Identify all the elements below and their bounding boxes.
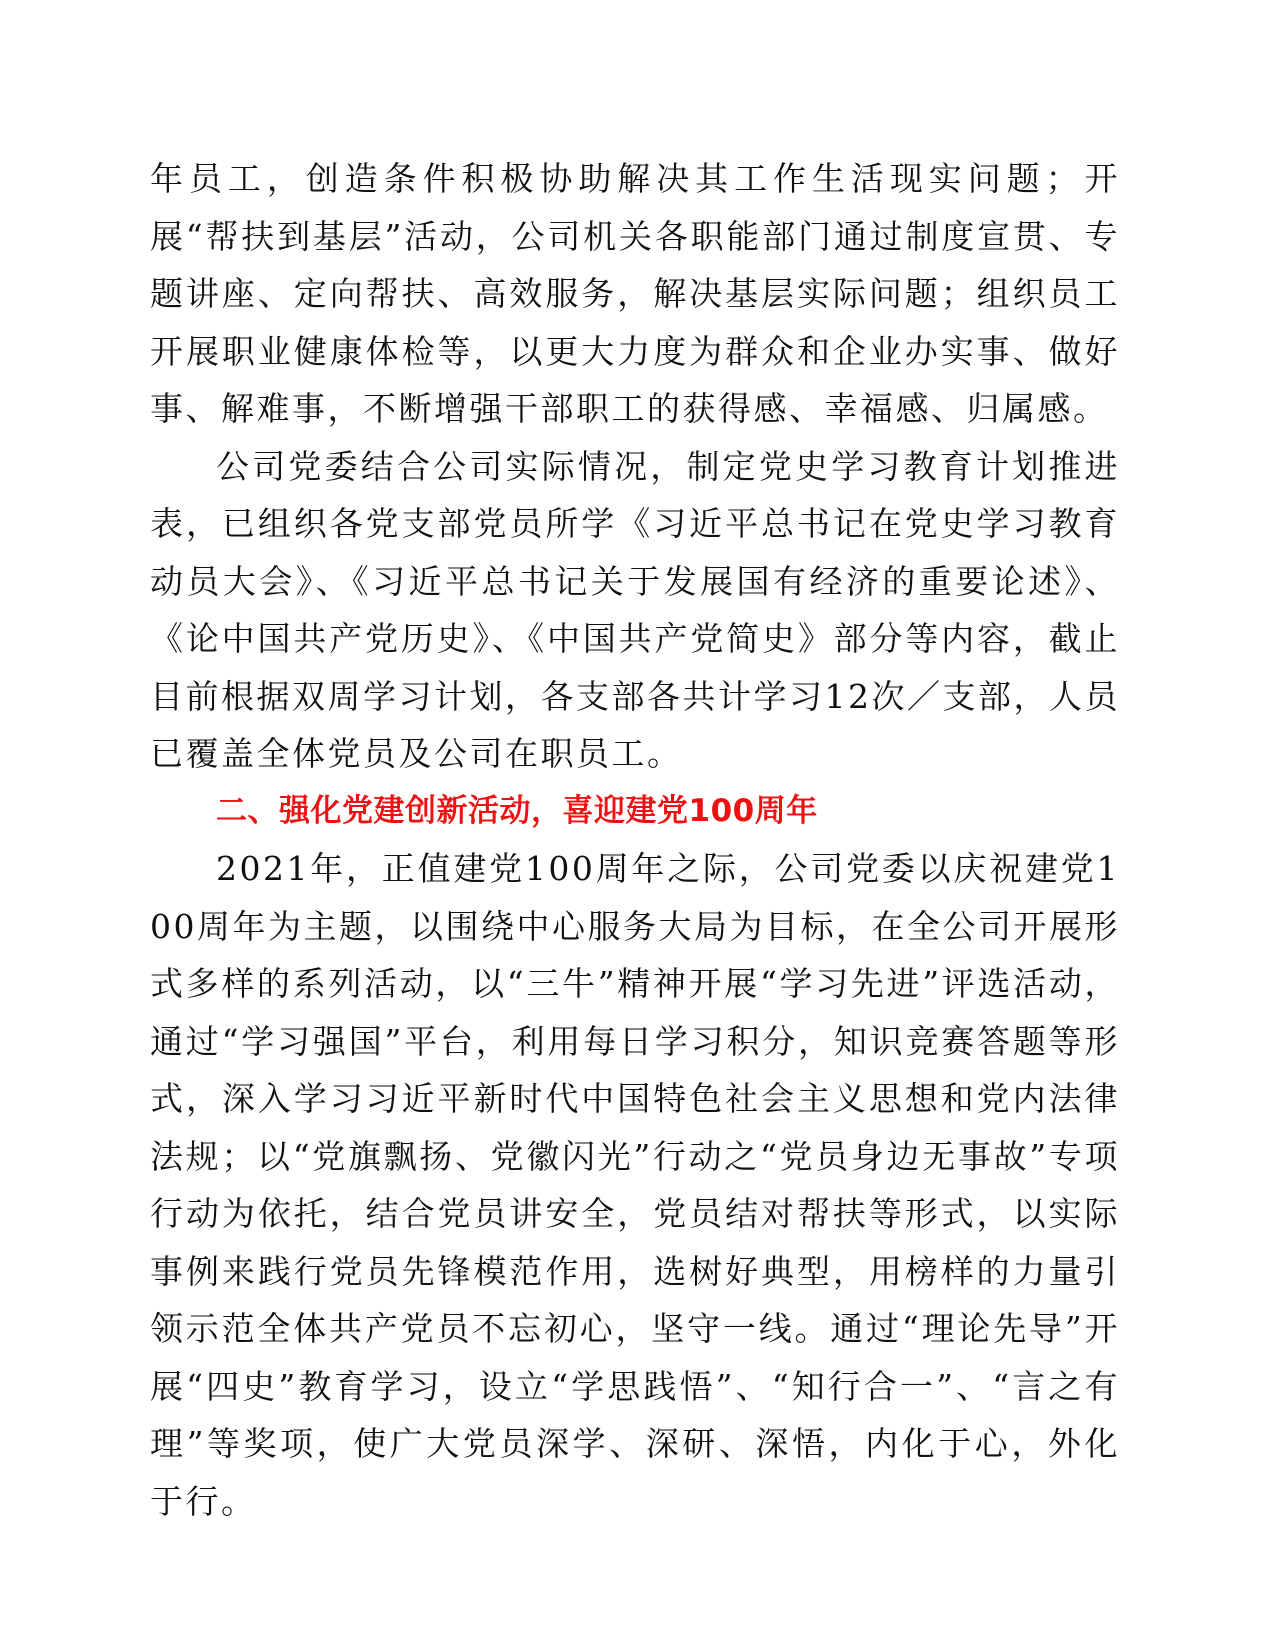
section-heading: 二、强化党建创新活动，喜迎建党100周年 [216, 792, 818, 829]
document-page [150, 150, 1120, 1530]
body-paragraph-party-history-study: 公司党委结合公司实际情况，制定党史学习教育计划推进表，已组织各党支部党员所学《习近平总书记在党史学习教育动员大会》、《习近平总书记关于发展国有经济的重要论述》、《论中国共产党历史》、《中国共产党简史》部分等内容，截止目前根据双周学习计划，各支部各共计学习12次／支部，人员已覆盖全体党员及公司在职员工。 [150, 446, 1120, 773]
body-paragraph-continued: 年员工，创造条件积极协助解决其工作生活现实问题；开展“帮扶到基层”活动，公司机关各职能部门通过制度宣贯、专题讲座、定向帮扶、高效服务，解决基层实际问题；组织员工开展职业健康体检等，以更大力度为群众和企业办实事、做好事、解难事，不断增强干部职工的获得感、幸福感、归属感。 [150, 159, 1120, 428]
body-paragraph-centenary-activities: 2021年，正值建党100周年之际，公司党委以庆祝建党100周年为主题，以围绕中心服务大局为目标，在全公司开展形式多样的系列活动，以“三牛”精神开展“学习先进”评选活动，通过“学习强国”平台，利用每日学习积分，知识竞赛答题等形式，深入学习习近平新时代中国特色社会主义思想和党内法律法规；以“党旗飘扬、党徽闪光”行动之“党员身边无事故”专项行动为依托，结合党员讲安全，党员结对帮扶等形式，以实际事例来践行党员先锋模范作用，选树好典型，用榜样的力量引领示范全体共产党员不忘初心，坚守一线。通过“理论先导”开展“四史”教育学习，设立“学思践悟”、“知行合一”、“言之有理”等奖项，使广大党员深学、深研、深悟，内化于心，外化于行。 [150, 849, 1120, 1521]
